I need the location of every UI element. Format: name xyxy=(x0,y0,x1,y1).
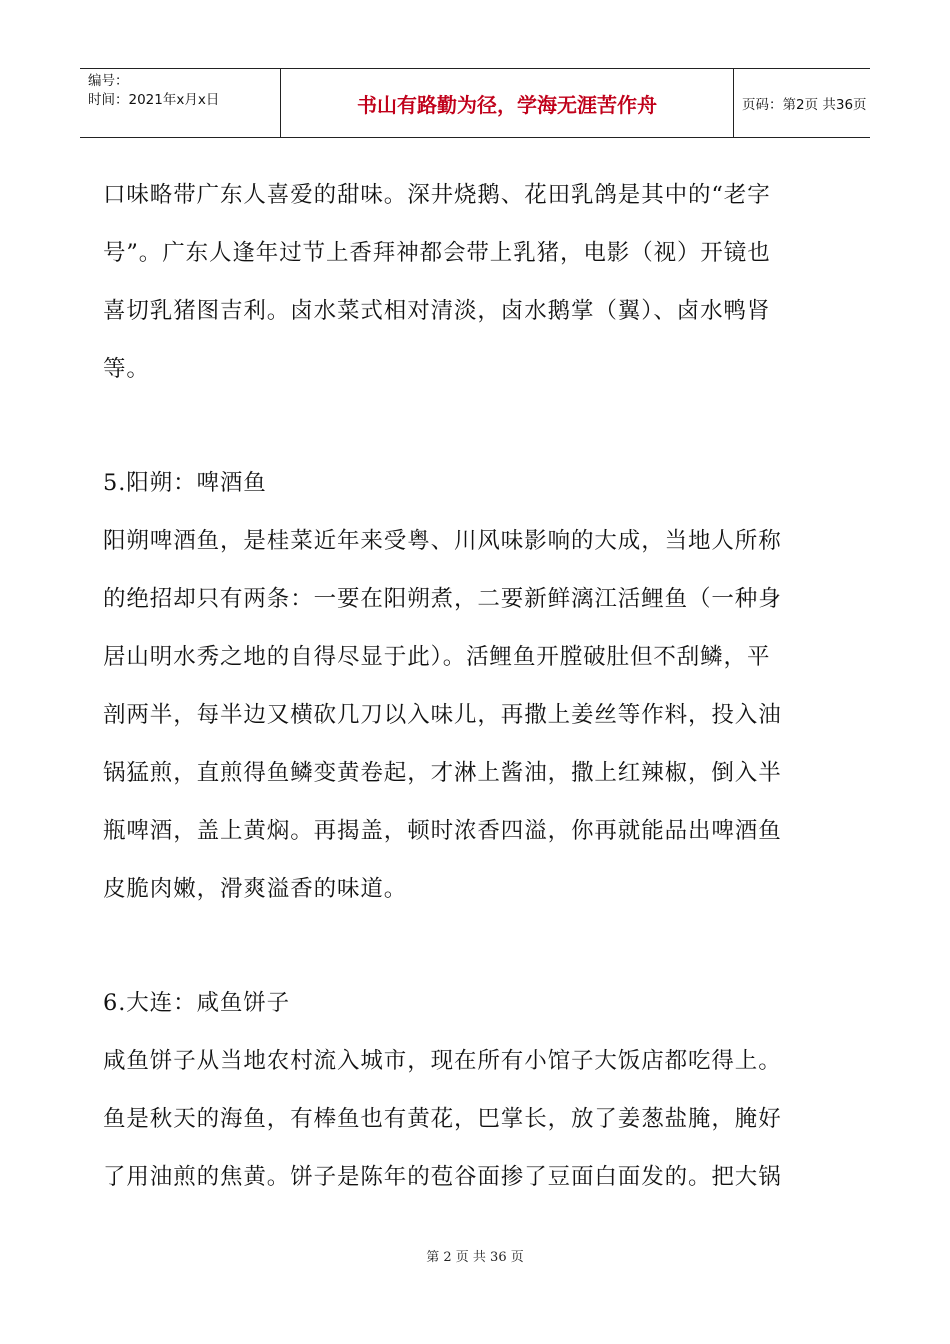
header-meta xyxy=(80,69,280,137)
text-line: 剖两半，每半边又横砍几刀以入味儿，再撒上姜丝等作料，投入油 xyxy=(103,702,782,728)
text-line: 瓶啤酒，盖上黄焖。再揭盖，顿时浓香四溢，你再就能品出啤酒鱼 xyxy=(103,818,782,844)
text-line: 号”。广东人逢年过节上香拜神都会带上乳猪，电影（视）开镜也 xyxy=(103,240,771,266)
text-line: 了用油煎的焦黄。饼子是陈年的苞谷面掺了豆面白面发的。把大锅 xyxy=(103,1164,782,1190)
text-line: 口味略带广东人喜爱的甜味。深井烧鹅、花田乳鸽是其中的“老字 xyxy=(103,182,771,208)
text-line: 锅猛煎，直煎得鱼鳞变黄卷起，才淋上酱油，撒上红辣椒，倒入半 xyxy=(103,760,782,786)
header-page-info: 页码：第2页 共36页 xyxy=(742,97,867,113)
number-label: 编号： xyxy=(88,73,129,89)
section-6-paragraph xyxy=(103,1032,843,1206)
document-body xyxy=(103,166,843,1206)
time-label: 时间：2021年x月x日 xyxy=(88,92,220,108)
section-5-paragraph xyxy=(103,512,843,918)
page-footer: 第 2 页 共 36 页 xyxy=(426,1250,524,1265)
text-line: 喜切乳猪图吉利。卤水菜式相对清淡，卤水鹅掌（翼）、卤水鸭肾 xyxy=(103,298,771,324)
text-line: 鱼是秋天的海鱼，有棒鱼也有黄花，巴掌长，放了姜葱盐腌，腌好 xyxy=(103,1106,782,1132)
section-5-title: 5.阳朔：啤酒鱼 xyxy=(103,470,267,496)
text-line: 居山明水秀之地的自得尽显于此）。活鲤鱼开膛破肚但不刮鳞，平 xyxy=(103,644,771,670)
text-line: 的绝招却只有两条：一要在阳朔煮，二要新鲜漓江活鲤鱼（一种身 xyxy=(103,586,782,612)
section-6-title: 6.大连：咸鱼饼子 xyxy=(103,990,291,1016)
text-line: 皮脆肉嫩，滑爽溢香的味道。 xyxy=(103,876,408,902)
intro-paragraph xyxy=(103,166,843,398)
text-line: 等。 xyxy=(103,356,150,382)
text-line: 阳朔啤酒鱼，是桂菜近年来受粤、川风味影响的大成，当地人所称 xyxy=(103,528,782,554)
text-line: 咸鱼饼子从当地农村流入城市，现在所有小馆子大饭店都吃得上。 xyxy=(103,1048,782,1074)
page-header xyxy=(80,68,870,138)
header-motto: 书山有路勤为径，学海无涯苦作舟 xyxy=(280,69,734,137)
